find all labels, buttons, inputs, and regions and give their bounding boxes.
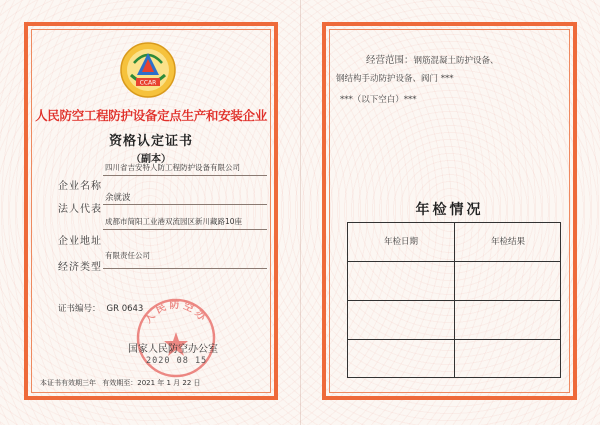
legal-rep-label: 法人代表 <box>58 204 102 215</box>
certificate-number <box>58 302 143 314</box>
business-scope-label: 经营范围： <box>366 55 414 66</box>
legal-rep-value: 余就波 <box>105 193 131 203</box>
certificate-subtitle: 资格认定证书 <box>108 134 193 149</box>
company-name-label: 企业名称 <box>58 181 102 192</box>
svg-text:CCAR: CCAR <box>139 79 157 87</box>
svg-text:人民防空办: 人民防空办 <box>142 300 210 326</box>
inspection-date-header: 年检日期 <box>383 237 418 247</box>
issuing-authority: 国家人民防空办公室 <box>128 344 218 355</box>
company-address-value: 成都市简阳工业港双流园区新川藏路10座 <box>105 217 243 226</box>
business-scope-line-2: 钢结构手动防护设备、阀门 *** <box>336 74 454 84</box>
company-address-underline <box>103 229 267 230</box>
legal-rep-underline <box>103 204 267 205</box>
company-name-underline <box>103 175 267 176</box>
company-address-label: 企业地址 <box>58 236 102 247</box>
certificate-number-label: 证书编号： <box>58 304 101 314</box>
official-seal <box>134 296 218 380</box>
inspection-result-header: 年检结果 <box>490 237 525 247</box>
validity-note: 本证书有效期三年 <box>40 379 96 387</box>
certificate-number-value: GR 0643 <box>106 304 144 314</box>
business-scope-item-1: 钢筋混凝土防护设备、 <box>413 56 499 66</box>
economic-type-value: 有限责任公司 <box>105 251 150 260</box>
business-scope-line-1 <box>336 52 572 66</box>
economic-type-label: 经济类型 <box>58 262 102 273</box>
center-fold <box>300 0 301 425</box>
certificate-main-title: 人民防空工程防护设备定点生产和安装企业 <box>35 108 267 123</box>
issue-date: 2020 08 15 <box>146 356 208 366</box>
validity-until: 有效期至：2021 年 1 月 22 日 <box>102 379 201 387</box>
business-scope-line-3: ***（以下空白）*** <box>340 95 417 105</box>
copy-type-label: （副本） <box>131 154 171 165</box>
annual-inspection-title: 年检情况 <box>415 202 484 218</box>
validity-line <box>40 378 205 388</box>
annual-inspection-table <box>347 222 561 378</box>
economic-type-underline <box>103 268 267 269</box>
ccar-emblem-icon <box>119 41 177 99</box>
company-name-value: 四川省吉安特人防工程防护设备有限公司 <box>105 163 240 172</box>
